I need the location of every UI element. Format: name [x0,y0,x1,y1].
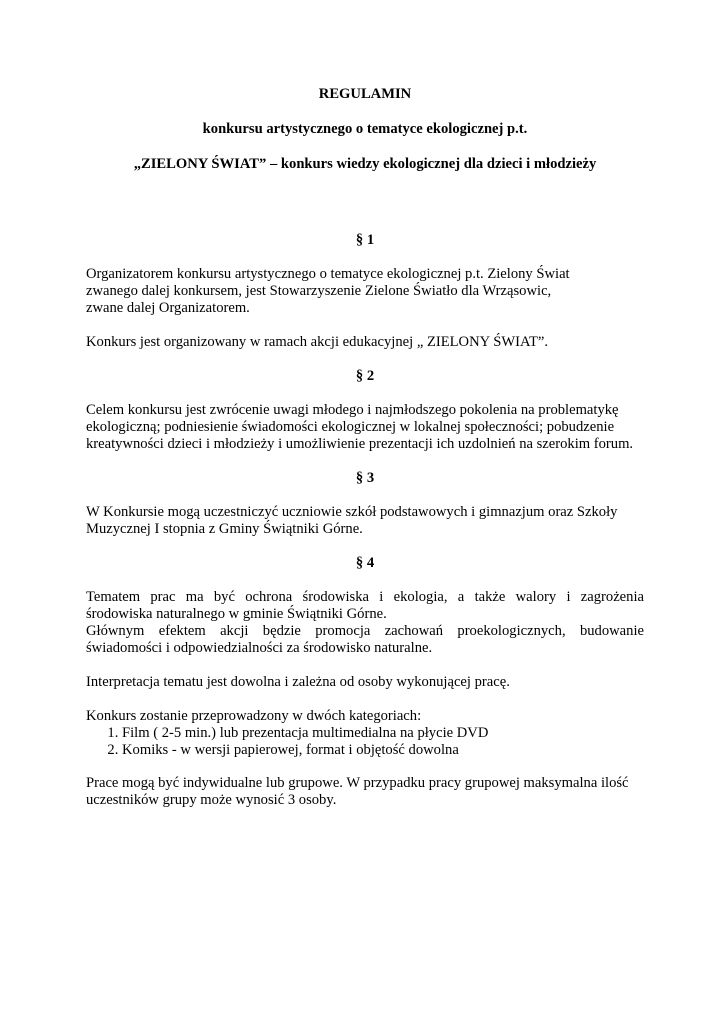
categories-list [86,725,644,759]
text-line: uczestników grupy może wynosić 3 osoby. [86,792,337,808]
text-line: Muzycznej I stopnia z Gminy Świątniki Górne. [86,521,363,537]
text-line: Tematem prac ma być ochrona środowiska i ekologia, a także walory i zagrożenia [86,589,644,605]
text-line: Celem konkursu jest zwrócenie uwagi młodego i najmłodszego pokolenia na problematykę [86,402,619,418]
section-2-paragraph-1 [86,402,644,453]
section-heading-2: § 2 [355,368,375,384]
text-line: ekologiczną; podniesienie świadomości ekologicznej w lokalnej społeczności; pobudzenie [86,419,615,435]
text-line: W Konkursie mogą uczestniczyć uczniowie szkół podstawowych i gimnazjum oraz Szkoły [86,504,618,520]
text-line: zwane dalej Organizatorem. [86,300,250,316]
document-title: REGULAMIN [318,86,412,102]
section-1-paragraph-2: Konkurs jest organizowany w ramach akcji edukacyjnej „ ZIELONY ŚWIAT”. [86,334,548,350]
text-line: kreatywności dzieci i młodzieży i umożliwienie prezentacji ich uzdolnień na szerokim forum. [86,436,634,452]
text-line: świadomości i odpowiedzialności za środowisko naturalne. [86,640,433,656]
section-heading-4: § 4 [355,555,375,571]
text-line: Prace mogą być indywidualne lub grupowe. W przypadku pracy grupowej maksymalna ilość [86,775,629,791]
text-line: Głównym efektem akcji będzie promocja zachowań proekologicznych, budowanie [86,623,644,639]
section-4-paragraph-2: Interpretacja tematu jest dowolna i zależna od osoby wykonującej pracę. [86,674,510,690]
contest-name: „ZIELONY ŚWIAT” – konkurs wiedzy ekologicznej dla dzieci i młodzieży [133,156,597,172]
list-item: 1. Film ( 2-5 min.) lub prezentacja multimedialna na płycie DVD [122,725,644,742]
section-4-paragraph-4 [86,775,644,809]
section-heading-1: § 1 [355,232,375,248]
text-line: zwanego dalej konkursem, jest Stowarzyszenie Zielone Światło dla Wrząsowic, [86,283,552,299]
text-line: Organizatorem konkursu artystycznego o tematyce ekologicznej p.t. Zielony Świat [86,266,570,282]
section-1-paragraph-1 [86,266,644,317]
document-page [86,86,644,826]
section-heading-3: § 3 [355,470,375,486]
section-3-paragraph-1 [86,504,644,538]
text-line: środowiska naturalnego w gminie Świątniki Górne. [86,606,387,622]
section-4-paragraph-1 [86,589,644,657]
section-4-paragraph-3: Konkurs zostanie przeprowadzony w dwóch kategoriach: [86,708,422,724]
list-item: 2. Komiks - w wersji papierowej, format i objętość dowolna [122,742,644,759]
document-subtitle: konkursu artystycznego o tematyce ekologicznej p.t. [202,121,528,137]
